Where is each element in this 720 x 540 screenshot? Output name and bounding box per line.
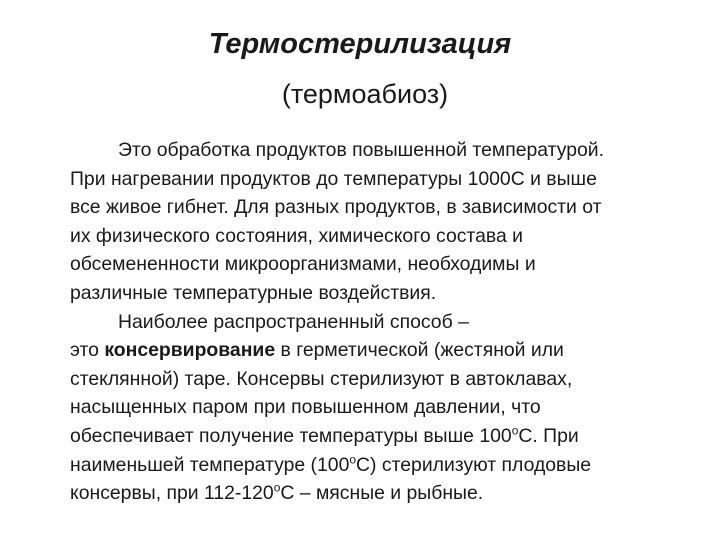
text-run: это (70, 339, 105, 362)
paragraph-1-line: их физического состояния, химического состава и (70, 224, 523, 247)
paragraph-2-line (70, 479, 710, 508)
paragraph-1-line: различные температурные воздействия. (70, 281, 437, 304)
text-run: обеспечивает получение температуры выше 100 (70, 424, 512, 447)
text-run: С – мясные и рыбные. (280, 482, 484, 505)
title-text: Термостерилизация (208, 28, 512, 60)
slide-title (0, 24, 720, 64)
paragraph-2-line (70, 451, 710, 480)
body-text (70, 136, 710, 508)
paragraph-1-line: обсемененности микроорганизмами, необходимы и (70, 253, 536, 276)
paragraph-2-line (70, 422, 710, 451)
text-run: консервы, при 112-120 (70, 482, 274, 505)
paragraph-2-line: стеклянной) таре. Консервы стерилизуют в автоклавах, (70, 367, 573, 390)
highlighted-term: консервирование (104, 339, 276, 362)
degree-superscript: о (511, 423, 519, 438)
text-run: С) стерилизуют плодовые (356, 453, 592, 476)
paragraph-2-line (70, 336, 710, 365)
paragraph-2 (70, 308, 710, 508)
paragraph-1-line: Это обработка продуктов повышенной температурой. (118, 139, 604, 161)
degree-superscript: о (273, 480, 281, 495)
slide-subtitle: (термоабиоз) (281, 79, 449, 109)
paragraph-1 (70, 136, 710, 308)
degree-superscript: о (349, 452, 357, 467)
paragraph-1-line: При нагревании продуктов до температуры 1000С и выше (70, 167, 597, 190)
paragraph-1-line: все живое гибнет. Для разных продуктов, в зависимости от (70, 196, 602, 219)
text-run: в герметической (жестяной или (275, 339, 564, 362)
text-run: наименьшей температуре (100 (70, 453, 350, 476)
paragraph-2-line: насыщенных паром при повышенном давлении, что (70, 396, 541, 419)
text-run: С. При (518, 424, 579, 447)
paragraph-2-line: Наиболее распространенный способ – (118, 310, 469, 333)
